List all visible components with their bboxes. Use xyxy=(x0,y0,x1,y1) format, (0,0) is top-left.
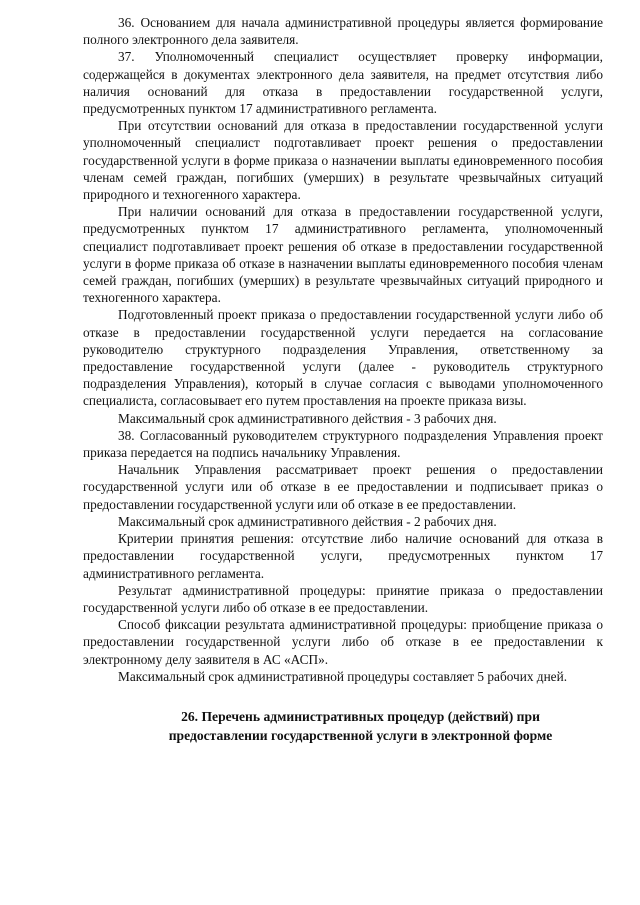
paragraph-max-term-5-days: Максимальный срок административной процедуры составляет 5 рабочих дней. xyxy=(118,668,568,684)
paragraph-draft-approval: Подготовленный проект приказа о предоставлении государственной услуги либо об отказе в предоставлении государственной услуги передается на согласование руководителю структурного подразделения Управления, ответственному за предоставление государственной услуги (далее - руководитель структурного подразделения Управления), который в случае согласия с выводами уполномоченного специалиста, согласовывает его путем проставления на проекте приказа визы. xyxy=(83,307,603,409)
paragraph-grounds-refusal: При наличии оснований для отказа в предоставлении государственной услуги, предусмотренных пунктом 17 административного регламента, уполномоченный специалист подготавливает проект решения об отказе в предоставлении государственной услуги в форме приказа об отказе в назначении выплаты единовременного пособия членам семей граждан, погибших (умерших) в результате чрезвычайных ситуаций природного и техногенного характера. xyxy=(83,204,603,306)
paragraph-38: 38. Согласованный руководителем структурного подразделения Управления проект приказа передается на подпись начальнику Управления. xyxy=(83,427,603,461)
section-heading-line-1: 26. Перечень административных процедур (действий) при xyxy=(181,708,540,724)
section-heading-line-2: предоставлении государственной услуги в электронной форме xyxy=(168,727,553,743)
paragraph-36: 36. Основанием для начала административной процедуры является формирование полного электронного дела заявителя. xyxy=(83,15,603,48)
paragraph-max-term-3-days: Максимальный срок административного действия - 3 рабочих дня. xyxy=(118,410,497,426)
document-page xyxy=(83,14,603,745)
document-body xyxy=(83,14,603,685)
paragraph-procedure-result: Результат административной процедуры: принятие приказа о предоставлении государственной услуги либо об отказе в ее предоставлении. xyxy=(83,582,603,615)
paragraph-decision-criteria: Критерии принятия решения: отсутствие либо наличие оснований для отказа в предоставлении государственной услуги, предусмотренных пунктом 17 административного регламента. xyxy=(83,531,603,581)
paragraph-fixation-method: Способ фиксации результата административной процедуры: приобщение приказа о предоставлении государственной услуги либо об отказе в ее предоставлении к электронному делу заявителя в АС «АСП». xyxy=(83,617,603,667)
paragraph-no-grounds: При отсутствии оснований для отказа в предоставлении государственной услуги уполномоченный специалист подготавливает проект решения о предоставлении государственной услуги в форме приказа о назначении выплаты единовременного пособия членам семей граждан, погибших (умерших) в результате чрезвычайных ситуаций природного и техногенного характера. xyxy=(83,118,603,203)
paragraph-37: 37. Уполномоченный специалист осуществляет проверку информации, содержащейся в документах электронного дела заявителя, на предмет отсутствия либо наличия оснований для отказа в предоставлении государственной услуги, предусмотренных пунктом 17 административного регламента. xyxy=(83,49,603,117)
section-heading-26 xyxy=(118,707,603,745)
paragraph-max-term-2-days: Максимальный срок административного действия - 2 рабочих дня. xyxy=(118,513,497,529)
paragraph-head-review: Начальник Управления рассматривает проект решения о предоставлении государственной услуги или об отказе в ее предоставлении и подписывает приказ о предоставлении государственной услуги или об отказе в ее предоставлении. xyxy=(83,462,603,512)
